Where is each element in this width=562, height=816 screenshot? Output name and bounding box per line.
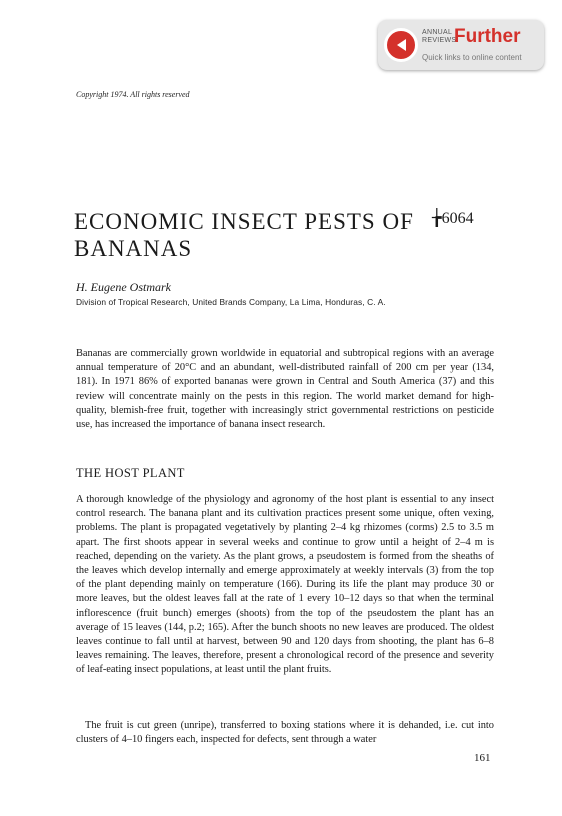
- play-arrow-icon[interactable]: [384, 28, 418, 62]
- intro-paragraph: Bananas are commercially grown worldwide in equatorial and subtropical regions with an average annual temperature of 20°C and an abundant, well-distributed rainfall of 200 cm per year (134, 181). In 1971 86% of exported bananas were grown in Central and South America (37) and this review will concentrate mainly on the pests in this region. The world market demand for high-quality, blemish-free fruit, together with increasingly strict governmental restrictions on pesticide use, has increased the importance of banana insect research.: [76, 348, 494, 431]
- play-arrow-glyph: [395, 38, 409, 52]
- page-number: 161: [474, 752, 491, 764]
- annual-reviews-further-badge[interactable]: [378, 20, 544, 70]
- badge-reviews-label: REVIEWS: [422, 37, 457, 44]
- article-title: ECONOMIC INSECT PESTS OF BANANAS: [74, 209, 414, 261]
- body-paragraph-1: A thorough knowledge of the physiology and agronomy of the host plant is essential to any insect control research. The banana plant and its cultivation practices present some unique, often vexing, problems. The plant is propagated vegetatively by planting 2–4 kg rhizomes (corms) 2.5 to 3.5 m apart. The first shoots appear in several weeks and continue to grow until a height of 2–4 m is reached, depending on the variety. As the plant grows, a pseudostem is formed from the sheaths of the leaves which develop internally and emerge approximately at weekly intervals (3) from the top of the plant depending mainly on temperature (166). During its life the plant may produce 30 or more leaves, but the oldest leaves fall at the rate of 1 every 10–12 days so that when the terminal inflorescence (fruit bunch) emerges (shoots) from the top of the pseudostem the plant has an average of 15 leaves (144, p.2; 165). After the bunch shoots no new leaves are produced. The oldest leaves continue to fall until at harvest, between 90 and 120 days from shooting, the plant has 6–8 leaves remaining. The leaves, therefore, present a chronological record of the presence and severity of leaf-eating insect populations, at least until the plant fruits.: [76, 494, 494, 676]
- badge-subtitle: Quick links to online content: [422, 53, 522, 62]
- badge-annual-label: ANNUAL: [422, 29, 453, 36]
- author-affiliation: Division of Tropical Research, United Brands Company, La Lima, Honduras, C. A.: [76, 297, 386, 307]
- article-code: ╆6064: [432, 210, 474, 227]
- section-heading: THE HOST PLANT: [76, 466, 185, 480]
- author-name: H. Eugene Ostmark: [76, 280, 171, 294]
- body-paragraph-2: The fruit is cut green (unripe), transferred to boxing stations where it is dehanded, i.e. cut into clusters of 4–10 fingers each, inspected for defects, sent through a water: [76, 720, 494, 746]
- copyright-notice: Copyright 1974. All rights reserved: [76, 90, 190, 99]
- badge-further-label: Further: [454, 26, 521, 47]
